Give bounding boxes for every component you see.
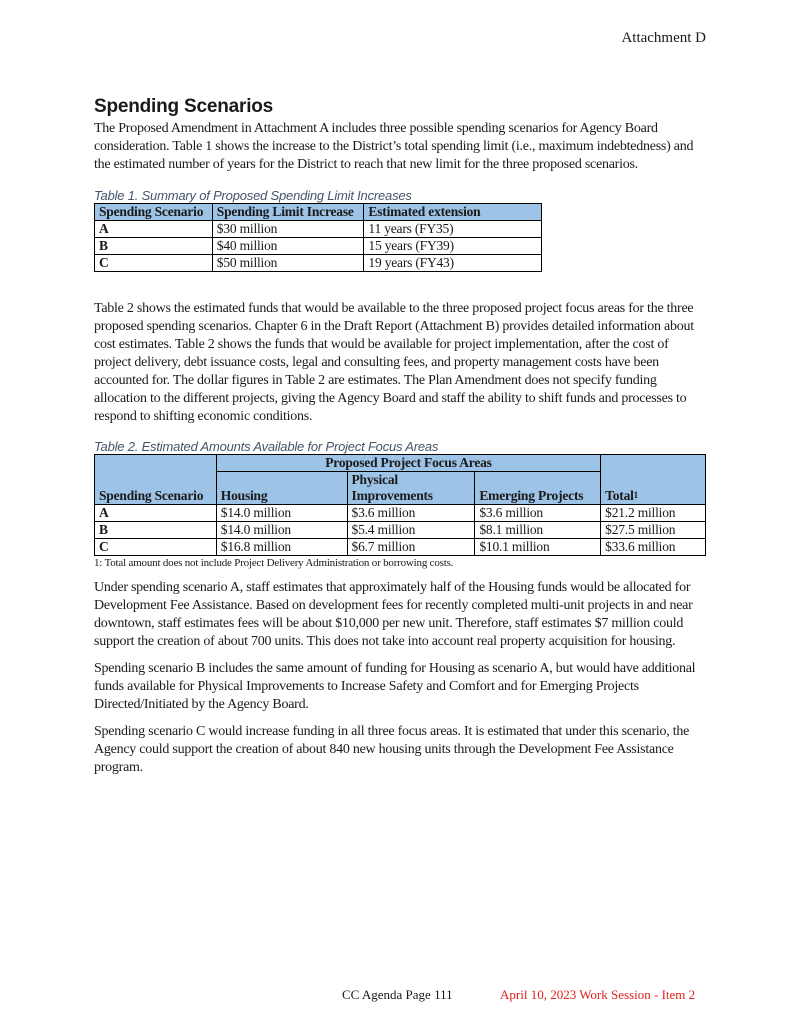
scenario-cell: A: [95, 221, 213, 238]
footer-page-number: CC Agenda Page 111: [342, 987, 453, 1002]
table1: [94, 203, 542, 272]
total-cell: $27.5 million: [601, 522, 706, 539]
attachment-label: Attachment D: [621, 30, 706, 46]
housing-cell: $14.0 million: [216, 505, 347, 522]
table-row: [95, 238, 542, 255]
physical-cell: $3.6 million: [347, 505, 475, 522]
emerging-cell: $8.1 million: [475, 522, 601, 539]
scenario-cell: C: [95, 255, 213, 272]
physical-cell: $5.4 million: [347, 522, 475, 539]
emerging-cell: $3.6 million: [475, 505, 601, 522]
scenario-a-paragraph: Under spending scenario A, staff estimates that approximately half of the Housing funds would be allocated for Development Fee Assistance. Based on development fees for recently completed multi-unit projects in and near downtown, staff estimates fees will be about $10,000 per new unit. Therefore, staff estimates $7 million could support the creation of about 700 units. This does not take into account real property acquisition for housing.: [94, 580, 693, 649]
table-row: [95, 522, 706, 539]
table-row: [95, 539, 706, 556]
scenario-cell: A: [95, 505, 217, 522]
scenario-c-paragraph: Spending scenario C would increase funding in all three focus areas. It is estimated that under this scenario, the Agency could support the creation of about 840 new housing units through the Development Fee Assistance program.: [94, 724, 690, 775]
table1-header: Estimated extension: [364, 204, 542, 221]
emerging-cell: $10.1 million: [475, 539, 601, 556]
scenario-b-paragraph: Spending scenario B includes the same amount of funding for Housing as scenario A, but would have additional funds available for Physical Improvements to Increase Safety and Comfort and for Emerging Projects Directed/Initiated by the Agency Board.: [94, 661, 696, 712]
extension-cell: 19 years (FY43): [364, 255, 542, 272]
scenario-cell: B: [95, 522, 217, 539]
table1-caption: Table 1. Summary of Proposed Spending Limit Increases: [94, 188, 412, 203]
table-row: [95, 505, 706, 522]
housing-cell: $14.0 million: [216, 522, 347, 539]
table2-intro-paragraph: Table 2 shows the estimated funds that would be available to the three proposed project focus areas for the three proposed spending scenarios. Chapter 6 in the Draft Report (Attachment B) provides detailed information about cost estimates. Table 2 shows the funds that would be available for project implementation, after the cost of project delivery, debt issuance costs, legal and consulting fees, and property management costs have been accounted for. The dollar figures in Table 2 are estimates. The Plan Amendment does not specify funding allocation to the different projects, giving the Agency Board and staff the ability to shift funds and processes to respond to shifting economic conditions.: [94, 301, 694, 424]
extension-cell: 15 years (FY39): [364, 238, 542, 255]
table2-header: Housing: [216, 472, 347, 505]
table-row: [95, 255, 542, 272]
table2-header: Spending Scenario: [95, 455, 217, 505]
footer-session-label: April 10, 2023 Work Session - Item 2: [500, 987, 696, 1002]
section-title: Spending Scenarios: [94, 96, 274, 117]
table1-header: Spending Scenario: [95, 204, 213, 221]
table1-header: Spending Limit Increase: [212, 204, 364, 221]
intro-paragraph: The Proposed Amendment in Attachment A includes three possible spending scenarios for Agency Board consideration. Table 1 shows the increase to the District’s total spending limit (i.e., maximum indebtedness) and the estimated number of years for the District to reach that new limit for the three proposed scenarios.: [94, 121, 694, 172]
table2: [94, 454, 706, 556]
table2-caption: Table 2. Estimated Amounts Available for Project Focus Areas: [94, 439, 439, 454]
housing-cell: $16.8 million: [216, 539, 347, 556]
scenario-cell: C: [95, 539, 217, 556]
total-cell: $21.2 million: [601, 505, 706, 522]
table2-group-header: Proposed Project Focus Areas: [216, 455, 600, 472]
limit-cell: $30 million: [212, 221, 364, 238]
scenario-cell: B: [95, 238, 213, 255]
physical-cell: $6.7 million: [347, 539, 475, 556]
document-body: [94, 96, 708, 777]
table2-header: Emerging Projects: [475, 472, 601, 505]
limit-cell: $50 million: [212, 255, 364, 272]
table2-group-header-row: [95, 455, 706, 472]
table1-header-row: [95, 204, 542, 221]
table2-header: Physical Improvements: [347, 472, 475, 505]
total-cell: $33.6 million: [601, 539, 706, 556]
limit-cell: $40 million: [212, 238, 364, 255]
extension-cell: 11 years (FY35): [364, 221, 542, 238]
table-row: [95, 221, 542, 238]
table2-header-total: Total$^1$: [601, 455, 706, 505]
table2-footnote: 1: Total amount does not include Project Delivery Administration or borrowing costs.: [94, 557, 454, 569]
